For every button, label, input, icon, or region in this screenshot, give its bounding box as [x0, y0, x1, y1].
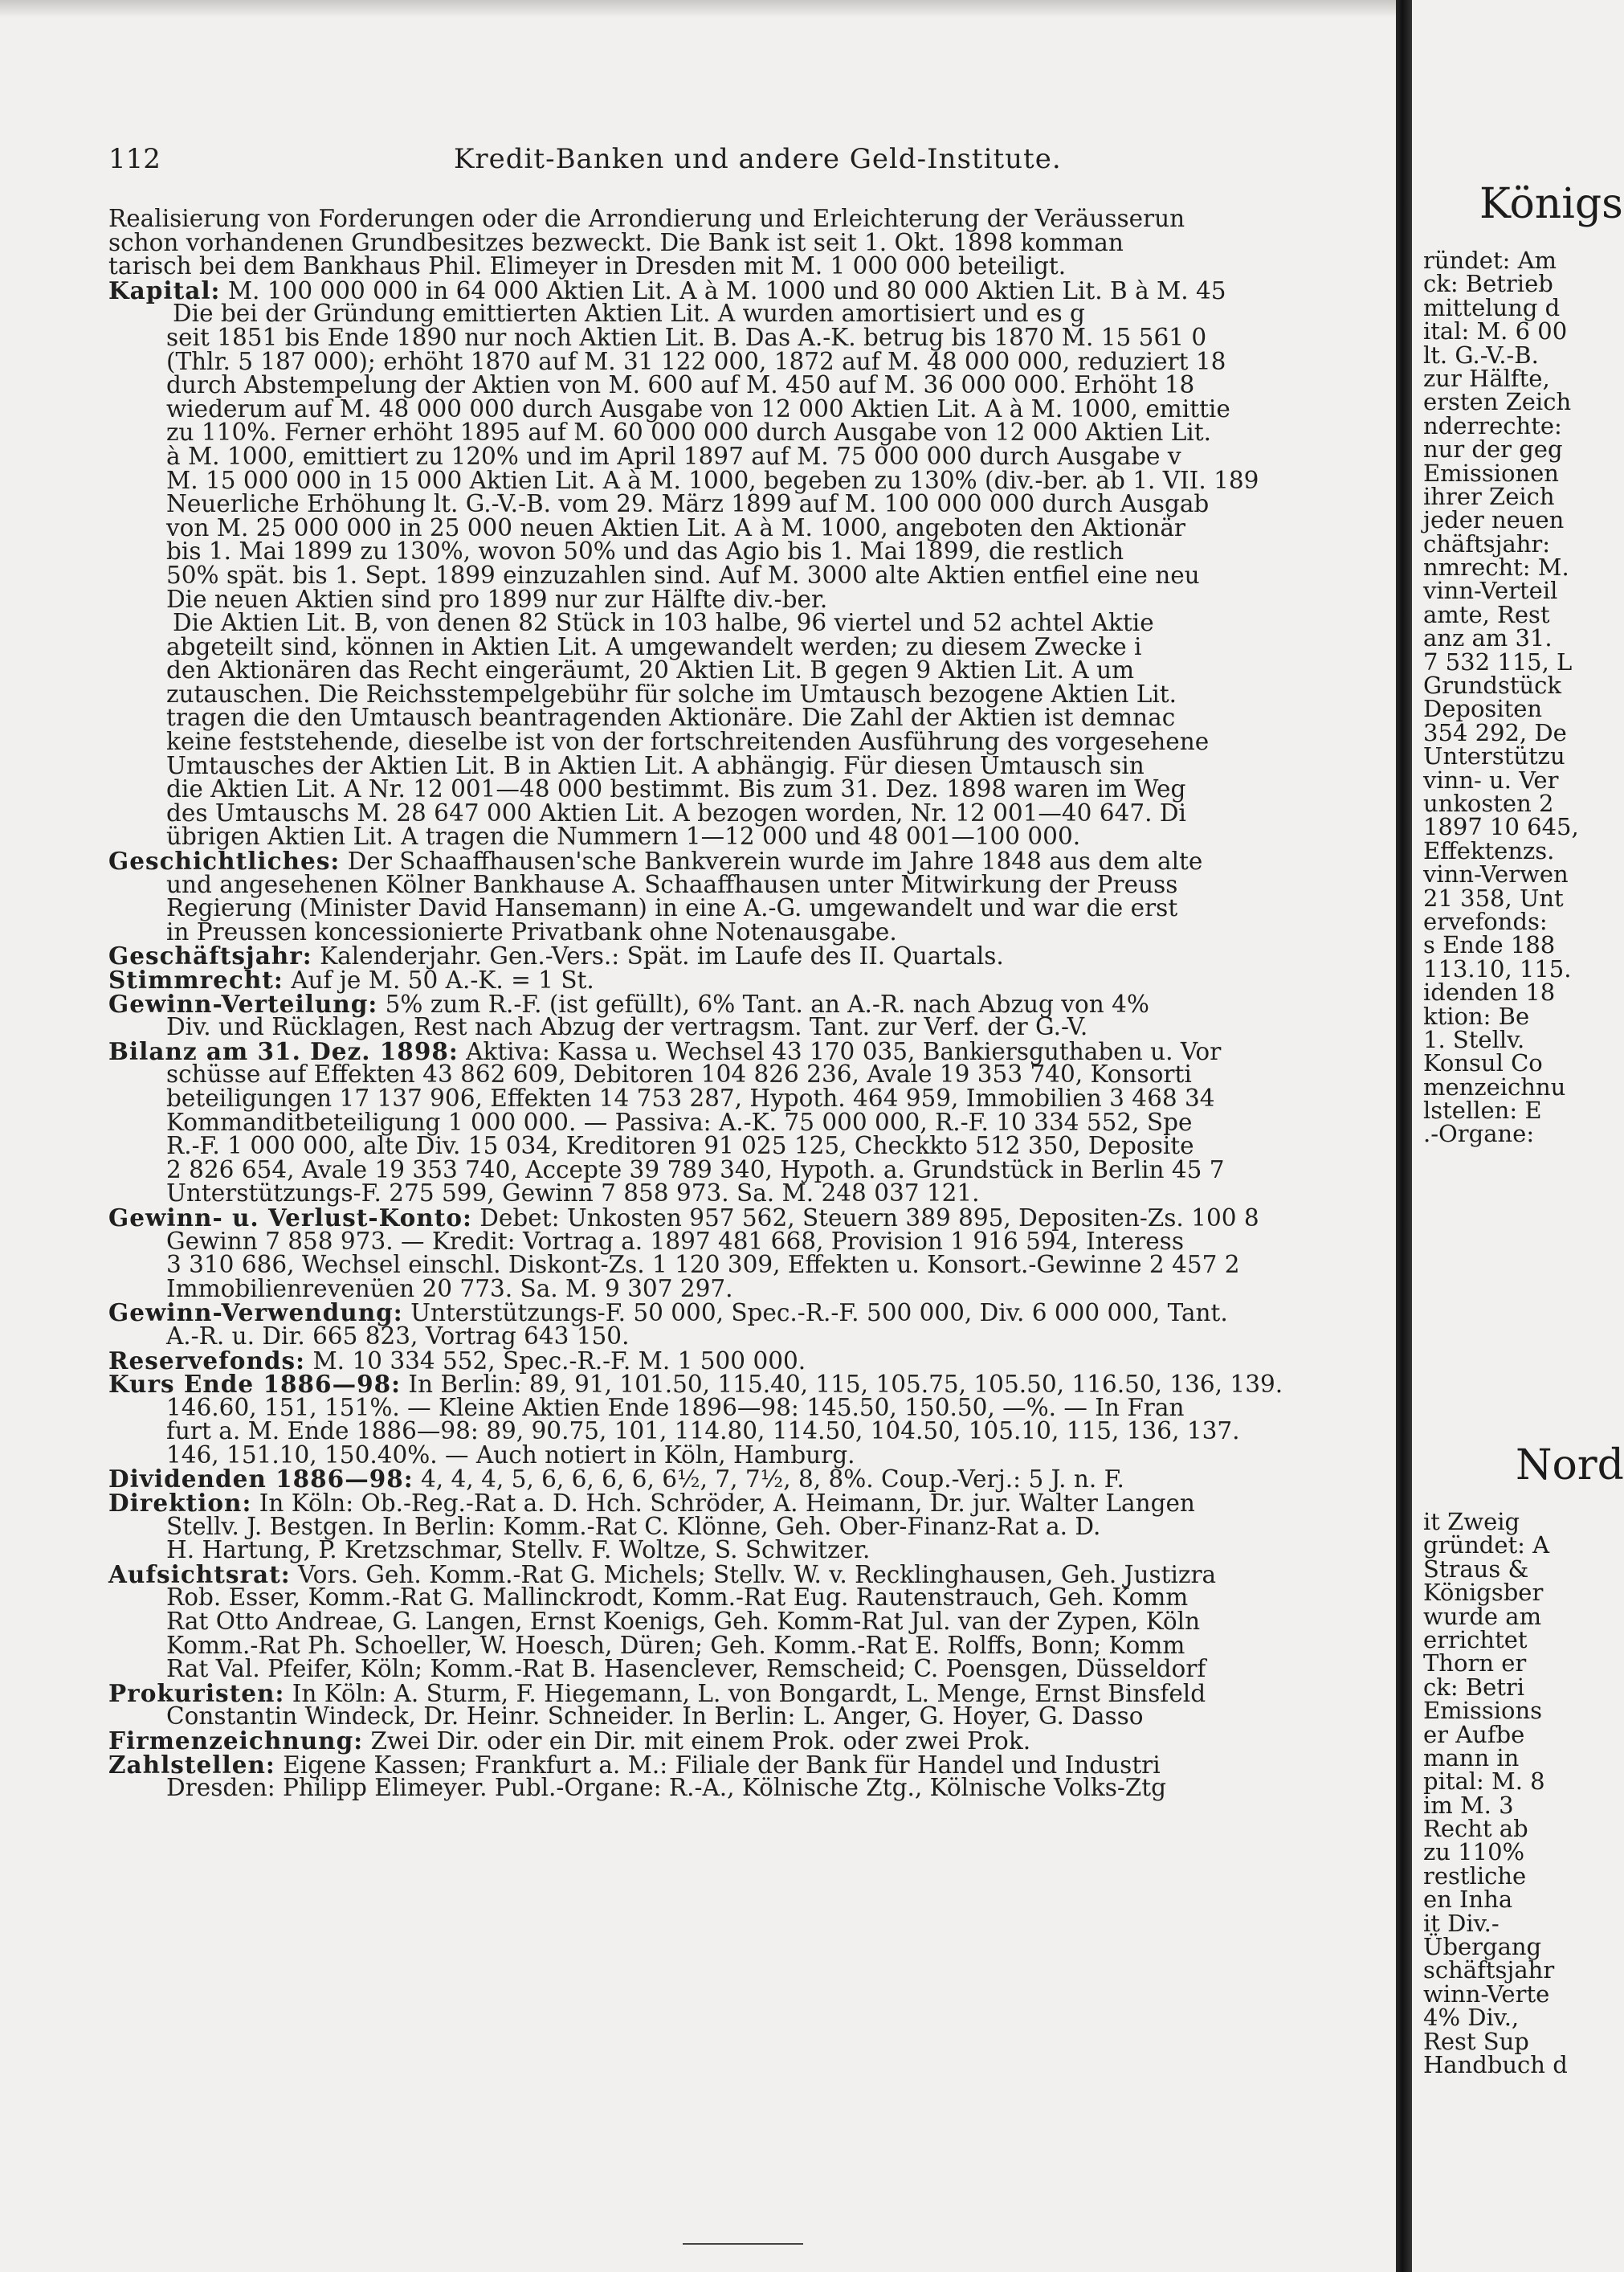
entry-label: Aufsichtsrat: — [108, 1559, 291, 1588]
text-line: Aufsichtsrat: Vors. Geh. Komm.-Rat G. Michels; Stellv. W. v. Recklinghausen, Geh. Justizra — [108, 1559, 1217, 1588]
adjacent-text-block-1 — [1423, 249, 1579, 1146]
fragment-line: menzeichnu — [1423, 1073, 1566, 1101]
fragment-line: en Inha — [1423, 1886, 1513, 1914]
fragment-line: nur der geg — [1423, 435, 1563, 464]
text-line: Regierung (Minister David Hansemann) in eine A.-G. umgewandelt und war die erst — [166, 894, 1178, 922]
text-line: Stellv. J. Bestgen. In Berlin: Komm.-Rat C. Klönne, Geh. Ober-Finanz-Rat a. D. — [166, 1512, 1101, 1540]
text-line: Rat Val. Pfeifer, Köln; Komm.-Rat B. Hasenclever, Remscheid; C. Poensgen, Düsseldorf — [166, 1655, 1206, 1683]
text-line: Stimmrecht: Auf je M. 50 A.-K. = 1 St. — [108, 966, 594, 994]
text-line: Kommanditbeteiligung 1 000 000. — Passiva: A.-K. 75 000 000, R.-F. 10 334 552, Spe — [166, 1108, 1193, 1136]
entry-label: Geschäftsjahr: — [108, 942, 312, 971]
text-line: Geschäftsjahr: Kalenderjahr. Gen.-Vers.: Spät. im Laufe des II. Quartals. — [108, 942, 1004, 971]
entry-label: Dividenden 1886—98: — [108, 1465, 414, 1494]
fragment-line: 354 292, De — [1423, 718, 1567, 746]
text-line: Die Aktien Lit. B, von denen 82 Stück in 103 halbe, 96 viertel und 52 achtel Aktie — [173, 609, 1154, 637]
text-line: 146.60, 151, 151%. — Kleine Aktien Ende 1896—98: 145.50, 150.50, —%. — In Fran — [166, 1393, 1185, 1421]
text-line: Gewinn 7 858 973. — Kredit: Vortrag a. 1897 481 668, Provision 1 916 594, Interess — [166, 1227, 1184, 1255]
fragment-line: ck: Betrieb — [1423, 270, 1553, 298]
fragment-line: it Div.- — [1423, 1909, 1500, 1937]
fragment-line: Depositen — [1423, 695, 1543, 723]
text-line: (Thlr. 5 187 000); erhöht 1870 auf M. 31 122 000, 1872 auf M. 48 000 000, reduziert 18 — [166, 347, 1226, 375]
entry-label: Gewinn-Verwendung: — [108, 1298, 403, 1327]
fragment-line: nderrechte: — [1423, 411, 1562, 439]
text-line: Bilanz am 31. Dez. 1898: Aktiva: Kassa u. Wechsel 43 170 035, Bankiersguthaben u. Vor — [108, 1036, 1222, 1065]
text-line: Die bei der Gründung emittierten Aktien Lit. A wurden amortisiert und es g — [173, 300, 1085, 328]
text-line: Die neuen Aktien sind pro 1899 nur zur Hälfte div.-ber. — [166, 585, 828, 613]
text-line: bis 1. Mai 1899 zu 130%, wovon 50% und das Agio bis 1. Mai 1899, die restlich — [166, 537, 1124, 566]
fragment-line: 1. Stellv. — [1423, 1025, 1525, 1053]
entry-label: Gewinn-Verteilung: — [108, 989, 378, 1018]
fragment-line: vinn-Verteil — [1423, 577, 1558, 605]
text-line: seit 1851 bis Ende 1890 nur noch Aktien Lit. B. Das A.-K. betrug bis 1870 M. 15 561 0 — [166, 323, 1207, 351]
fragment-line: amte, Rest — [1423, 600, 1550, 628]
text-line: die Aktien Lit. A Nr. 12 001—48 000 bestimmt. Bis zum 31. Dez. 1898 waren im Weg — [166, 775, 1186, 803]
text-line: Kapital: M. 100 000 000 in 64 000 Aktien Lit. A à M. 1000 und 80 000 Aktien Lit. B à M. 45 — [108, 276, 1226, 304]
fragment-line: ktion: Be — [1423, 1002, 1530, 1030]
fragment-line: 4% Div., — [1423, 2004, 1520, 2032]
fragment-line: mann in — [1423, 1743, 1520, 1771]
text-line: Gewinn-Verwendung: Unterstützungs-F. 50 000, Spec.-R.-F. 500 000, Div. 6 000 000, Tant. — [108, 1298, 1228, 1327]
text-line: 3 310 686, Wechsel einschl. Diskont-Zs. 1 120 309, Effekten u. Konsort.-Gewinne 2 457 2 — [166, 1251, 1240, 1279]
fragment-line: er Aufbe — [1423, 1720, 1525, 1748]
scan-edge — [0, 0, 1396, 18]
text-line: Gewinn- u. Verlust-Konto: Debet: Unkosten 957 562, Steuern 389 895, Depositen-Zs. 100 8 — [108, 1203, 1259, 1232]
fragment-line: schäftsjahr — [1423, 1956, 1555, 1984]
text-line: Dresden: Philipp Elimeyer. Publ.-Organe: R.-A., Kölnische Ztg., Kölnische Volks-Ztg — [166, 1774, 1167, 1802]
entry-label: Bilanz am 31. Dez. 1898: — [108, 1036, 459, 1065]
fragment-line: chäftsjahr: — [1423, 529, 1551, 558]
entry-label: Kapital: — [108, 276, 221, 304]
fragment-line: gründet: A — [1423, 1531, 1550, 1559]
fragment-line: ital: M. 6 00 — [1423, 317, 1568, 345]
text-line: schüsse auf Effekten 43 862 609, Debitoren 104 826 236, Avale 19 353 740, Konsorti — [166, 1060, 1192, 1089]
entry-label: Prokuristen: — [108, 1678, 285, 1707]
text-line: à M. 1000, emittiert zu 120% und im April 1897 auf M. 75 000 000 durch Ausgabe v — [166, 442, 1181, 470]
text-line: Umtausches der Aktien Lit. B in Aktien Lit. A abhängig. Für diesen Umtausch sin — [166, 751, 1145, 779]
fragment-line: jeder neuen — [1423, 506, 1565, 534]
page-number: 112 — [108, 143, 161, 175]
text-line: Constantin Windeck, Dr. Heinr. Schneider. In Berlin: L. Anger, G. Hoyer, G. Dasso — [166, 1702, 1144, 1731]
fragment-line: 113.10, 115. — [1423, 954, 1572, 983]
fragment-line: idenden 18 — [1423, 979, 1556, 1007]
fragment-line: restliche — [1423, 1861, 1527, 1890]
text-line: Direktion: In Köln: Ob.-Reg.-Rat a. D. Hch. Schröder, A. Heimann, Dr. jur. Walter Langen — [108, 1489, 1195, 1518]
text-line: und angesehenen Kölner Bankhause A. Schaaffhausen unter Mitwirkung der Preuss — [166, 870, 1178, 898]
text-line: keine feststehende, dieselbe ist von der fortschreitenden Ausführung des vorgesehene — [166, 728, 1210, 756]
adjacent-text-block-2 — [1423, 1510, 1568, 2077]
fragment-line: ck: Betri — [1423, 1673, 1525, 1701]
fragment-line: .-Organe: — [1423, 1120, 1535, 1148]
text-line: abgeteilt sind, können in Aktien Lit. A umgewandelt werden; zu diesem Zwecke i — [166, 632, 1142, 660]
fragment-line: 21 358, Unt — [1423, 884, 1564, 912]
text-line: H. Hartung, P. Kretzschmar, Stellv. F. Woltze, S. Schwitzer. — [166, 1536, 871, 1564]
text-line: Firmenzeichnung: Zwei Dir. oder ein Dir. mit einem Prok. oder zwei Prok. — [108, 1726, 1031, 1755]
text-line: tragen die den Umtausch beantragenden Aktionäre. Die Zahl der Aktien ist demnac — [166, 704, 1176, 732]
end-rule — [683, 2243, 803, 2245]
fragment-line: zu 110% — [1423, 1838, 1525, 1866]
fragment-line: Unterstützu — [1423, 742, 1565, 770]
text-line: 146, 151.10, 150.40%. — Auch notiert in Köln, Hamburg. — [166, 1440, 855, 1469]
fragment-line: Straus & — [1423, 1555, 1529, 1583]
text-line: Rat Otto Andreae, G. Langen, Ernst Koenigs, Geh. Komm-Rat Jul. van der Zypen, Köln — [166, 1608, 1201, 1636]
text-line: A.-R. u. Dir. 665 823, Vortrag 643 150. — [166, 1322, 630, 1350]
adjacent-page-fragment — [1415, 0, 1624, 2272]
text-line: in Preussen koncessionierte Privatbank ohne Notenausgabe. — [166, 917, 897, 946]
fragment-line: Emissionen — [1423, 459, 1559, 487]
fragment-line: lstellen: E — [1423, 1097, 1542, 1125]
text-line: Div. und Rücklagen, Rest nach Abzug der vertragsm. Tant. zur Verf. der G.-V. — [166, 1013, 1088, 1041]
text-line: übrigen Aktien Lit. A tragen die Nummern 1—12 000 und 48 001—100 000. — [166, 823, 1081, 851]
text-line: furt a. M. Ende 1886—98: 89, 90.75, 101, 114.80, 114.50, 104.50, 105.10, 115, 136, 137. — [166, 1417, 1240, 1445]
entry-label: Direktion: — [108, 1489, 252, 1518]
text-line: zutauschen. Die Reichsstempelgebühr für solche im Umtausch bezogene Aktien Lit. — [166, 680, 1177, 708]
running-head: Kredit-Banken und andere Geld-Institute. — [454, 143, 1062, 175]
text-line: Komm.-Rat Ph. Schoeller, W. Hoesch, Düren; Geh. Komm.-Rat E. Rolffs, Bonn; Komm — [166, 1631, 1185, 1659]
text-line: Neuerliche Erhöhung lt. G.-V.-B. vom 29. März 1899 auf M. 100 000 000 durch Ausgab — [166, 490, 1210, 518]
entry-label: Stimmrecht: — [108, 966, 284, 994]
fragment-line: pital: M. 8 — [1423, 1767, 1545, 1796]
text-line: schon vorhandenen Grundbesitzes bezweckt. Die Bank ist seit 1. Okt. 1898 komman — [108, 228, 1124, 256]
fragment-line: Grundstück — [1423, 672, 1561, 700]
entry-label: Reservefonds: — [108, 1346, 306, 1375]
text-line: Prokuristen: In Köln: A. Sturm, F. Hiegemann, L. von Bongardt, L. Menge, Ernst Binsfeld — [108, 1678, 1206, 1707]
fragment-line: Konsul Co — [1423, 1049, 1543, 1077]
text-line: Kurs Ende 1886—98: In Berlin: 89, 91, 101.50, 115.40, 115, 105.75, 105.50, 116.50, 136, 139. — [108, 1370, 1283, 1399]
text-line: 50% spät. bis 1. Sept. 1899 einzuzahlen sind. Auf M. 3000 alte Aktien entfiel eine neu — [166, 561, 1200, 589]
fragment-line: nmrecht: M. — [1423, 554, 1569, 582]
text-line: durch Abstempelung der Aktien von M. 600 auf M. 450 auf M. 36 000 000. Erhöht 18 — [166, 371, 1195, 399]
fragment-line: ersten Zeich — [1423, 388, 1572, 416]
section-heading-nord: Nord — [1516, 1441, 1624, 1489]
fragment-line: 1897 10 645, — [1423, 813, 1579, 841]
fragment-line: 7 532 115, L — [1423, 648, 1573, 676]
text-line: den Aktionären das Recht eingeräumt, 20 Aktien Lit. B gegen 9 Aktien Lit. A um — [166, 656, 1135, 684]
entry-label: Gewinn- u. Verlust-Konto: — [108, 1203, 472, 1232]
fragment-line: unkosten 2 — [1423, 789, 1554, 817]
fragment-line: ervefonds: — [1423, 907, 1548, 935]
text-line: Geschichtliches: Der Schaaffhausen'sche Bankverein wurde im Jahre 1848 aus dem alte — [108, 847, 1203, 876]
fragment-line: it Zweig — [1423, 1508, 1520, 1535]
text-line: Realisierung von Forderungen oder die Arrondierung und Erleichterung der Veräusserun — [108, 205, 1185, 232]
text-line: Unterstützungs-F. 275 599, Gewinn 7 858 973. Sa. M. 248 037 121. — [166, 1179, 980, 1208]
text-line: Gewinn-Verteilung: 5% zum R.-F. (ist gefüllt), 6% Tant. an A.-R. nach Abzug von 4% — [108, 989, 1149, 1018]
fragment-line: anz am 31. — [1423, 624, 1553, 652]
fragment-line: ihrer Zeich — [1423, 482, 1555, 510]
text-line: tarisch bei dem Bankhaus Phil. Elimeyer in Dresden mit M. 1 000 000 beteiligt. — [108, 252, 1067, 280]
fragment-line: ründet: Am — [1423, 247, 1557, 274]
entry-label: Geschichtliches: — [108, 847, 341, 876]
fragment-line: zur Hälfte, — [1423, 364, 1550, 392]
fragment-line: im M. 3 — [1423, 1791, 1514, 1819]
fragment-line: lt. G.-V.-B. — [1423, 341, 1539, 369]
text-line: Rob. Esser, Komm.-Rat G. Mallinckrodt, Komm.-Rat Eug. Rautenstrauch, Geh. Komm — [166, 1583, 1189, 1612]
text-line: beteiligungen 17 137 906, Effekten 14 753 287, Hypoth. 464 959, Immobilien 3 468 34 — [166, 1084, 1215, 1112]
entry-label: Kurs Ende 1886—98: — [108, 1370, 402, 1399]
fragment-line: s Ende 188 — [1423, 931, 1556, 959]
fragment-line: Rest Sup — [1423, 2027, 1529, 2055]
text-line: von M. 25 000 000 in 25 000 neuen Aktien Lit. A à M. 1000, angeboten den Aktionär — [166, 513, 1186, 541]
fragment-line: Handbuch d — [1423, 2050, 1568, 2078]
text-line: des Umtauschs M. 28 647 000 Aktien Lit. A bezogen worden, Nr. 12 001—40 647. Di — [166, 799, 1186, 827]
fragment-line: Effektenzs. — [1423, 836, 1555, 864]
fragment-line: Recht ab — [1423, 1815, 1528, 1843]
text-line: wiederum auf M. 48 000 000 durch Ausgabe von 12 000 Aktien Lit. A à M. 1000, emittie — [166, 394, 1230, 423]
fragment-line: Thorn er — [1423, 1649, 1527, 1677]
text-line: M. 15 000 000 in 15 000 Aktien Lit. A à M. 1000, begeben zu 130% (div.-ber. ab 1. VII. 189 — [166, 466, 1259, 494]
fragment-line: errichtet — [1423, 1625, 1528, 1653]
page-gutter — [1396, 0, 1412, 2272]
main-column-text — [108, 207, 1389, 1800]
text-line: 2 826 654, Avale 19 353 740, Accepte 39 789 340, Hypoth. a. Grundstück in Berlin 45 7 — [166, 1155, 1225, 1183]
section-heading-koenigsberg: Königs — [1479, 180, 1623, 228]
fragment-line: mittelung d — [1423, 293, 1561, 321]
entry-label: Firmenzeichnung: — [108, 1726, 364, 1755]
fragment-line: vinn-Verwen — [1423, 860, 1569, 889]
fragment-line: Königsber — [1423, 1579, 1544, 1607]
text-line: zu 110%. Ferner erhöht 1895 auf M. 60 000 000 durch Ausgabe von 12 000 Aktien Lit. — [166, 419, 1211, 447]
text-line: Reservefonds: M. 10 334 552, Spec.-R.-F. M. 1 500 000. — [108, 1346, 806, 1375]
fragment-line: vinn- u. Ver — [1423, 766, 1559, 794]
fragment-line: wurde am — [1423, 1602, 1542, 1630]
fragment-line: winn-Verte — [1423, 1980, 1550, 2008]
fragment-line: Emissions — [1423, 1697, 1543, 1725]
fragment-line: Übergang — [1423, 1933, 1542, 1961]
text-line: Dividenden 1886—98: 4, 4, 4, 5, 6, 6, 6, 6, 6½, 7, 7½, 8, 8%. Coup.-Verj.: 5 J. n. F. — [108, 1465, 1124, 1494]
entry-label: Zahlstellen: — [108, 1750, 275, 1779]
text-line: Immobilienrevenüen 20 773. Sa. M. 9 307 297. — [166, 1274, 733, 1302]
text-line: R.-F. 1 000 000, alte Div. 15 034, Kreditoren 91 025 125, Checkkto 512 350, Deposite — [166, 1132, 1194, 1160]
text-line: Zahlstellen: Eigene Kassen; Frankfurt a. M.: Filiale der Bank für Handel und Industri — [108, 1750, 1161, 1779]
